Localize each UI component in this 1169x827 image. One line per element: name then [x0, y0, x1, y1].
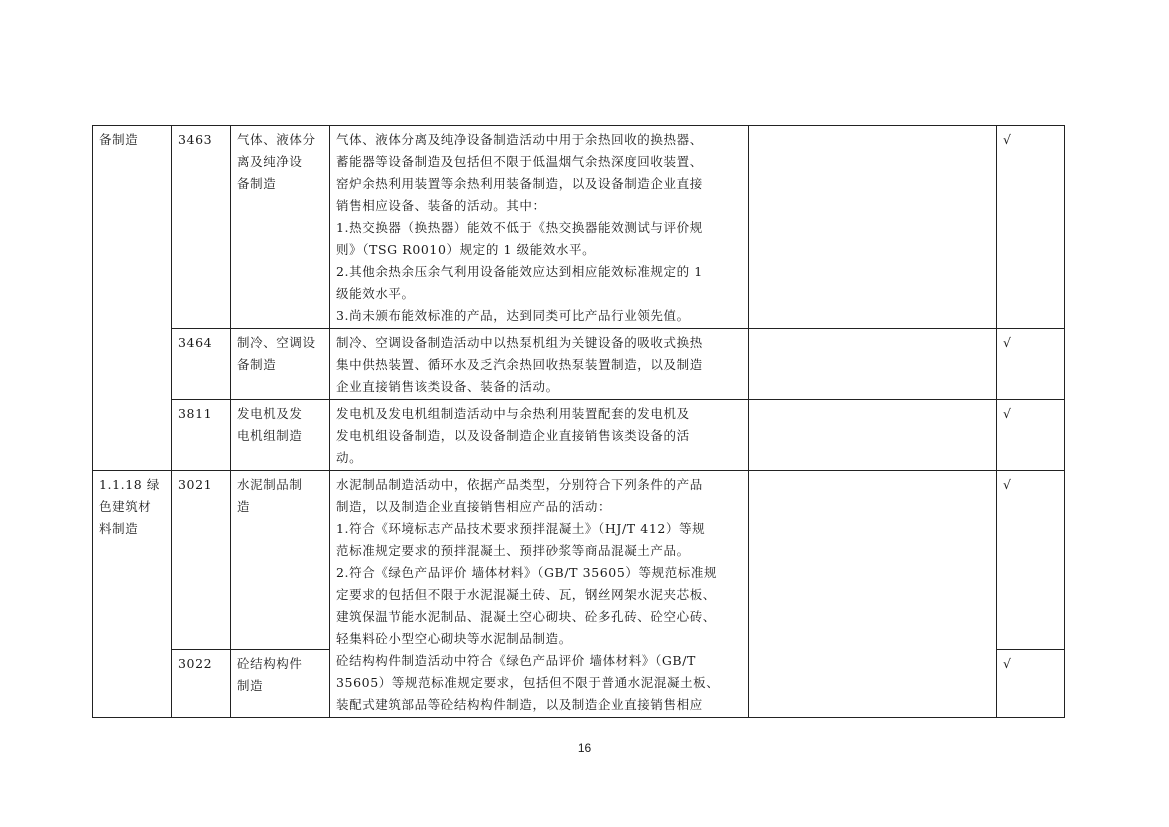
description-line: 发电机及发电机组制造活动中与余热利用装置配套的发电机及 [336, 406, 690, 421]
description-line: 2.其他余热余压余气利用设备能效应达到相应能效标准规定的 1 [336, 264, 703, 279]
category-text: 色建筑材 [99, 499, 152, 514]
description-cell [330, 329, 749, 400]
industry-name-line: 气体、液体分 [237, 132, 316, 147]
industry-name [231, 126, 330, 329]
industry-name [231, 329, 330, 400]
description-line: 范标准规定要求的预拌混凝土、预拌砂浆等商品混凝土产品。 [336, 543, 690, 558]
industry-name-line: 离及纯净设 [237, 154, 303, 169]
category-text: 料制造 [99, 521, 139, 536]
description-line: 1.符合《环境标志产品技术要求预拌混凝土》（HJ/T 412）等规 [336, 521, 706, 536]
table-row [93, 471, 1065, 650]
category-cell [93, 126, 172, 471]
description-line: 则》（TSG R0010）规定的 1 级能效水平。 [336, 242, 596, 257]
empty-cell [749, 400, 997, 471]
description-cell [330, 126, 749, 329]
description-line: 轻集料砼小型空心砌块等水泥制品制造。 [336, 631, 572, 646]
page-number: 16 [577, 741, 592, 755]
industry-name [231, 400, 330, 471]
description-line: 2.符合《绿色产品评价 墙体材料》（GB/T 35605）等规范标准规 [336, 565, 718, 580]
check-mark: √ [997, 126, 1065, 329]
description-cell [330, 400, 749, 471]
description-line: 水泥制品制造活动中，依据产品类型，分别符合下列条件的产品 [336, 477, 703, 492]
description-line: 制造，以及制造企业直接销售相应产品的活动： [336, 499, 612, 514]
description-line: 装配式建筑部品等砼结构构件制造，以及制造企业直接销售相应 [336, 697, 703, 712]
description-line: 制冷、空调设备制造活动中以热泵机组为关键设备的吸收式换热 [336, 335, 703, 350]
description-line: 蓄能器等设备制造及包括但不限于低温烟气余热深度回收装置、 [336, 154, 703, 169]
industry-code: 3022 [172, 649, 231, 717]
description-line: 定要求的包括但不限于水泥混凝土砖、瓦，钢丝网架水泥夹芯板、 [336, 587, 716, 602]
description-line: 窑炉余热利用装置等余热利用装备制造，以及设备制造企业直接 [336, 176, 703, 191]
description-line: 级能效水平。 [336, 286, 415, 301]
industry-name-line: 电机组制造 [237, 428, 303, 443]
description-line: 企业直接销售该类设备、装备的活动。 [336, 379, 559, 394]
description-line: 集中供热装置、循环水及乏汽余热回收热泵装置制造，以及制造 [336, 357, 703, 372]
industry-name [231, 649, 330, 717]
industry-name-line: 制造 [237, 677, 264, 693]
check-mark: √ [997, 329, 1065, 400]
description-line: 3.尚未颁布能效标准的产品，达到同类可比产品行业领先值。 [336, 308, 690, 323]
industry-name-line: 发电机及发 [237, 406, 303, 421]
industry-name-line: 备制造 [237, 176, 277, 191]
industry-name-line: 水泥制品制 [237, 477, 303, 492]
description-line: 建筑保温节能水泥制品、混凝土空心砌块、砼多孔砖、砼空心砖、 [336, 609, 716, 624]
industry-name-line: 砼结构构件 [237, 655, 303, 671]
description-line: 动。 [336, 450, 363, 465]
description-line: 销售相应设备、装备的活动。其中： [336, 198, 546, 213]
industry-classification-table [92, 125, 1065, 718]
check-mark: √ [997, 400, 1065, 471]
description-line: 1.热交换器（换热器）能效不低于《热交换器能效测试与评价规 [336, 220, 703, 235]
description-cell [330, 471, 749, 718]
description-line: 砼结构构件制造活动中符合《绿色产品评价 墙体材料》（GB/T [336, 653, 696, 668]
category-cell [93, 471, 172, 718]
table-row [93, 400, 1065, 471]
description-line: 35605）等规范标准规定要求，包括但不限于普通水泥混凝土板、 [336, 675, 720, 690]
description-line: 发电机组设备制造，以及设备制造企业直接销售该类设备的活 [336, 428, 690, 443]
empty-cell [749, 329, 997, 400]
industry-code: 3464 [172, 329, 231, 400]
table-row [93, 329, 1065, 400]
industry-name [231, 471, 330, 650]
description-line: 气体、液体分离及纯净设备制造活动中用于余热回收的换热器、 [336, 132, 703, 147]
empty-cell [749, 471, 997, 718]
check-mark: √ [997, 649, 1065, 717]
industry-name-line: 制冷、空调设 [237, 335, 316, 350]
industry-name-line: 备制造 [237, 357, 277, 372]
industry-code: 3463 [172, 126, 231, 329]
industry-code: 3021 [172, 471, 231, 650]
check-mark: √ [997, 471, 1065, 650]
table-row [93, 126, 1065, 329]
empty-cell [749, 126, 997, 329]
industry-name-line: 造 [237, 499, 251, 514]
category-text: 1.1.18 绿 [99, 477, 161, 492]
category-text: 备制造 [99, 132, 139, 147]
industry-code: 3811 [172, 400, 231, 471]
